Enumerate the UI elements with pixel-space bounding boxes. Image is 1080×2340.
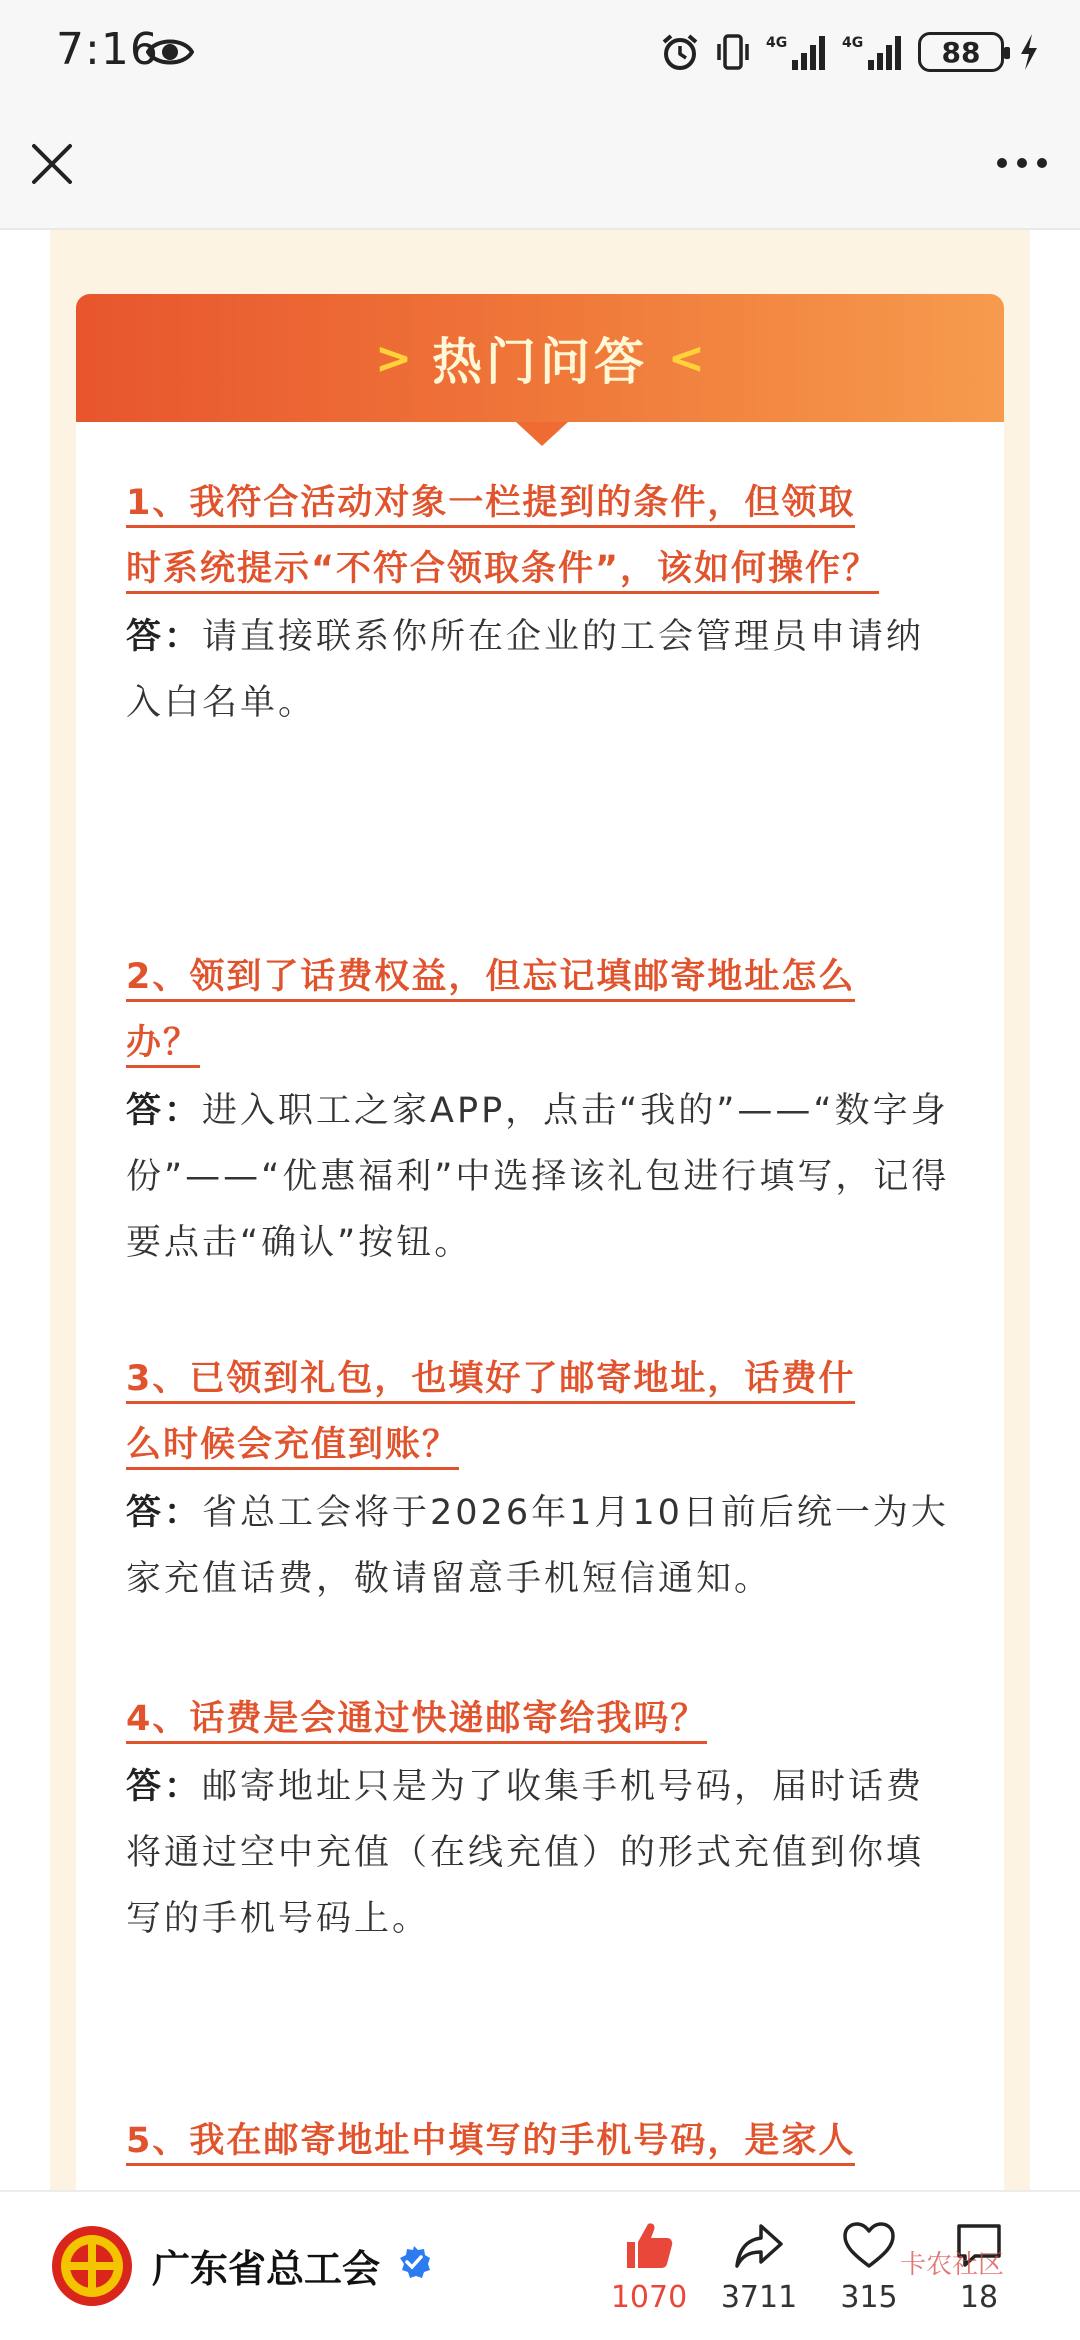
account-name[interactable]: 广东省总工会 xyxy=(152,2247,381,2291)
banner-pointer xyxy=(516,422,568,446)
heart-icon xyxy=(841,2218,897,2274)
faq-banner xyxy=(76,294,1004,422)
answer-3-lead: 答： xyxy=(126,1493,203,1533)
question-3 xyxy=(126,1346,956,1478)
status-icons xyxy=(660,26,1040,78)
answer-3-text: 省总工会将于2026年1月10日前后统一为大家充值话费，敬请留意手机短信通知。 xyxy=(126,1493,949,1599)
question-1-line-1: 1、我符合活动对象一栏提到的条件，但领取 xyxy=(126,483,855,528)
article-background xyxy=(50,230,1030,2190)
question-2 xyxy=(126,944,956,1076)
status-time: 7:16 xyxy=(56,24,159,75)
eye-icon xyxy=(146,34,194,70)
question-4-line-1: 4、话费是会通过快递邮寄给我吗？ xyxy=(126,1699,707,1744)
network-label-2: 4G xyxy=(842,35,864,51)
like-count: 1070 xyxy=(610,2280,688,2315)
favorite-count: 315 xyxy=(840,2280,898,2315)
share-button[interactable] xyxy=(704,2218,814,2315)
question-3-line-2: 么时候会充值到账？ xyxy=(126,1425,459,1470)
close-icon[interactable] xyxy=(28,140,76,188)
signal-icon-1 xyxy=(766,32,828,72)
qa-item-5 xyxy=(126,2108,956,2174)
answer-2-lead: 答： xyxy=(126,1091,203,1131)
alarm-icon xyxy=(660,32,700,72)
question-5-line-1: 5、我在邮寄地址中填写的手机号码，是家人 xyxy=(126,2121,855,2166)
share-count: 3711 xyxy=(720,2280,798,2315)
comment-count: 18 xyxy=(959,2280,999,2315)
answer-4-text: 邮寄地址只是为了收集手机号码，届时话费将通过空中充值（在线充值）的形式充值到你填写的手机号码上。 xyxy=(126,1767,925,1939)
share-icon xyxy=(731,2218,787,2274)
signal-icon-2 xyxy=(842,32,904,72)
answer-4 xyxy=(126,1754,956,1952)
article-content[interactable] xyxy=(0,230,1080,2190)
answer-2 xyxy=(126,1078,956,1276)
qa-item-3 xyxy=(126,1346,956,1612)
qa-item-2 xyxy=(126,944,956,1276)
vibrate-icon xyxy=(714,32,752,72)
network-label-1: 4G xyxy=(766,35,788,51)
answer-1-text: 请直接联系你所在企业的工会管理员申请纳入白名单。 xyxy=(126,617,925,723)
faq-card xyxy=(76,294,1004,2190)
question-2-line-2: 办？ xyxy=(126,1023,200,1068)
app-header xyxy=(0,106,1080,230)
banner-title: 热门问答 xyxy=(432,333,648,391)
answer-2-text: 进入职工之家APP，点击“我的”——“数字身份”——“优惠福利”中选择该礼包进行填写，记得要点击“确认”按钮。 xyxy=(126,1091,950,1263)
status-bar xyxy=(0,0,1080,106)
thumbs-up-icon xyxy=(621,2218,677,2274)
question-4 xyxy=(126,1686,956,1752)
question-1 xyxy=(126,470,956,602)
verified-badge-icon xyxy=(396,2244,432,2280)
qa-item-1 xyxy=(126,470,956,736)
question-2-line-1: 2、领到了话费权益，但忘记填邮寄地址怎么 xyxy=(126,957,855,1002)
union-logo-icon[interactable] xyxy=(50,2224,134,2308)
banner-left-mark: > xyxy=(375,332,412,384)
question-5 xyxy=(126,2108,956,2174)
answer-1 xyxy=(126,604,956,736)
qa-item-4 xyxy=(126,1686,956,1952)
question-3-line-1: 3、已领到礼包，也填好了邮寄地址，话费什 xyxy=(126,1359,855,1404)
answer-3 xyxy=(126,1480,956,1612)
answer-4-lead: 答： xyxy=(126,1767,203,1807)
answer-1-lead: 答： xyxy=(126,617,203,657)
watermark: 卡农社区 xyxy=(900,2250,1005,2280)
battery-level: 88 xyxy=(941,35,981,69)
battery-icon xyxy=(918,32,1004,72)
more-horizontal-icon[interactable] xyxy=(996,148,1048,178)
like-button[interactable] xyxy=(594,2218,704,2315)
banner-right-mark: < xyxy=(668,332,705,384)
charging-icon xyxy=(1018,32,1040,72)
question-1-line-2: 时系统提示“不符合领取条件”，该如何操作？ xyxy=(126,549,879,594)
